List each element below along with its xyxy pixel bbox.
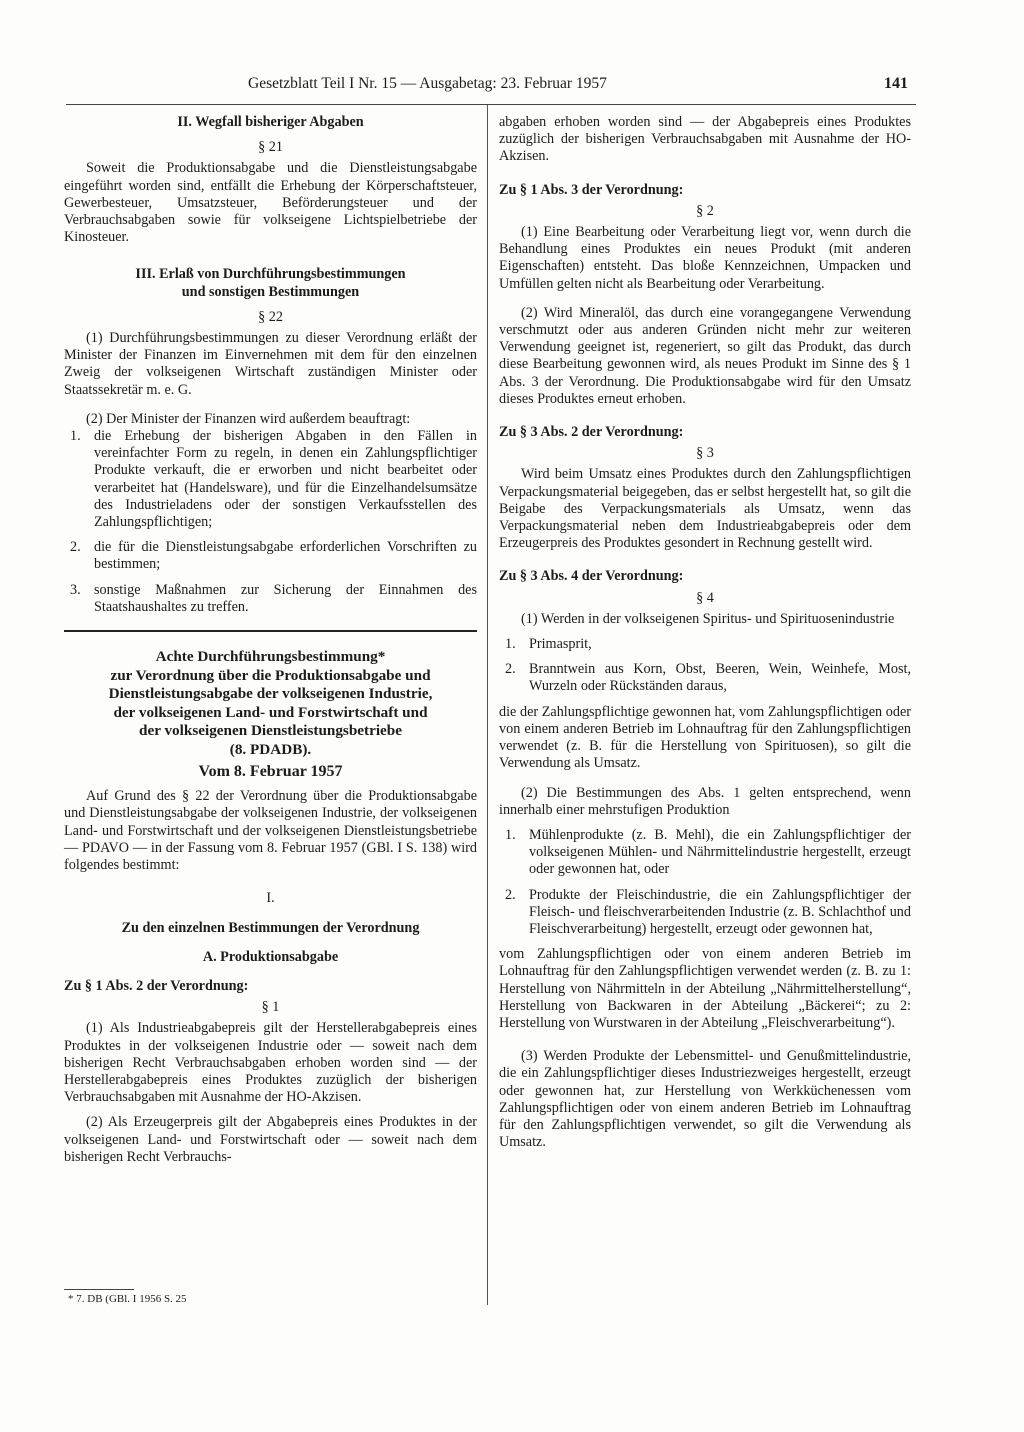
document-date: Vom 8. Februar 1957 <box>198 763 343 781</box>
subsection-heading: A. Produktionsabgabe <box>202 948 339 965</box>
preamble: Auf Grund des § 22 der Verordnung über die Produktionsabgabe und Dienstleistungsabgabe der volkseigenen Industrie, der volkseigenen Land- und Forstwirtschaft und der volkseigenen Dienstleistungsbetriebe — PDAVO — in der Fassung vom 8. Februar 1957 (GBl. I S. 138) wird folgendes bestimmt: <box>64 788 477 874</box>
paragraph-number: § 4 <box>696 589 714 606</box>
paragraph-text: (2) Die Bestimmungen des Abs. 1 gelten entsprechend, wenn innerhalb einer mehrstufigen Produktion <box>499 784 911 818</box>
reference-heading: Zu § 1 Abs. 3 der Verordnung: <box>499 181 684 198</box>
paragraph-text: die der Zahlungspflichtige gewonnen hat, vom Zahlungspflichtigen oder von einem anderen Betrieb im Lohnauftrag für den Zahlungspflichtigen verwendet (z. B. für die Herstellung von Spirituosen), so gilt die Verwendung als Umsatz. <box>499 703 911 772</box>
header-title: Gesetzblatt Teil I Nr. 15 — Ausgabetag: 23. Februar 1957 <box>248 75 607 92</box>
paragraph-text: Soweit die Produktionsabgabe und die Dienstleistungsabgabe eingeführt worden sind, entfällt die Erhebung der Körperschaftsteuer, Gewerbesteuer, Umsatzsteuer, Beförderungsteuer und der Verbrauchsabgaben sowie für volkseigene Lichtspielbetriebe der Kinosteuer. <box>64 160 477 246</box>
paragraph-text: (2) Der Minister der Finanzen wird außerdem beauftragt: <box>86 410 411 427</box>
list-item: 1. die Erhebung der bisherigen Abgaben in den Fällen in vereinfachter Form zu regeln, in denen ein Zahlungspflichtiger Produkte verkauft, die er erworben und nicht bearbeitet oder verarbeitet hat (Handelsware), und für die Einzelhandelsumsätze des Industrieladens oder der sonstigen Verkaufsstellen des Zahlungspflichtigen; <box>70 428 477 531</box>
paragraph-text: (1) Werden in der volkseigenen Spiritus- und Spirituosenindustrie <box>521 610 895 627</box>
paragraph-text: (1) Durchführungsbestimmungen zu dieser Verordnung erläßt der Minister der Finanzen im Einvernehmen mit dem für den einzelnen Zweig der volkseigenen Wirtschaft zuständigen Minister oder Staatssekretär m. e. G. <box>64 330 477 398</box>
paragraph-text: abgaben erhoben worden sind — der Abgabepreis eines Produktes zuzüglich der bisherigen Verbrauchsabgaben mit Ausnahme der HO-Akzisen. <box>499 114 911 165</box>
section-heading: II. Wegfall bisheriger Abgaben <box>177 114 364 130</box>
section-heading: III. Erlaß von Durchführungsbestimmungen <box>135 266 406 283</box>
list-item: 2. die für die Dienstleistungsabgabe erforderlichen Vorschriften zu bestimmen; <box>70 539 477 573</box>
section-heading: und sonstigen Bestimmungen <box>181 283 360 300</box>
reference-heading: Zu § 1 Abs. 2 der Verordnung: <box>64 977 249 994</box>
right-column <box>499 114 911 1151</box>
paragraph-text: (2) Als Erzeugerpreis gilt der Abgabepreis eines Produktes in der volkseigenen Land- und Forstwirtschaft oder — soweit nach dem bisherigen Recht Verbrauchs- <box>64 1114 477 1165</box>
section-rule <box>64 630 477 632</box>
paragraph-text: (2) Wird Mineralöl, das durch eine vorangegangene Verwendung verschmutzt oder aus anderen Gründen nicht mehr zur weiteren Verwendung geeignet ist, regeneriert, so gilt das Produkt, das durch diese Bearbeitung gewonnen wird, als neues Produkt im Sinne des § 1 Abs. 3 der Verordnung. Die Produktionsabgabe wird für den Umsatz dieses Produktes erneut erhoben. <box>499 304 911 407</box>
paragraph-text: (1) Eine Bearbeitung oder Verarbeitung liegt vor, wenn durch die Behandlung eines Produktes ein neues Produkt (mit anderen Eigenschaften) entsteht. Das bloße Kennzeichnen, Umpacken und Umfüllen gelten nicht als Bearbeitung oder Verarbeitung. <box>499 224 911 292</box>
paragraph-number: § 3 <box>696 445 714 462</box>
paragraph-text: Wird beim Umsatz eines Produktes durch den Zahlungspflichtigen Verpackungsmaterial beigegeben, das er selbst hergestellt hat, so gilt die Beigabe des Verpackungsmaterials als Umsatz, wenn das Verpackungsmaterial neben dem Industrieabgabepreis oder dem Erzeugerpreis des Produktes gesondert in Rechnung gestellt wird. <box>499 466 911 552</box>
list-item: 1. Primasprit, <box>505 636 592 653</box>
page-number: 141 <box>884 75 908 92</box>
page-header <box>248 75 908 101</box>
footnote: * 7. DB (GBl. I 1956 S. 25 <box>68 1293 187 1305</box>
list-item: 2. Produkte der Fleischindustrie, die ein Zahlungspflichtiger der Fleisch- und fleischverarbeitenden Industrie (z. B. Schlachthof und Fleischverarbeitung) hergestellt, erzeugt oder gewonnen hat, <box>505 886 911 937</box>
list-item: 3. sonstige Maßnahmen zur Sicherung der Einnahmen des Staatshaushaltes zu treffen. <box>70 581 477 615</box>
list-item: 2. Branntwein aus Korn, Obst, Beeren, Wein, Weinhefe, Most, Wurzeln oder Rückständen daraus, <box>505 661 911 695</box>
part-number: I. <box>266 890 275 907</box>
part-title: Zu den einzelnen Bestimmungen der Verordnung <box>121 919 420 936</box>
reference-heading: Zu § 3 Abs. 4 der Verordnung: <box>499 568 684 585</box>
paragraph-text: vom Zahlungspflichtigen oder von einem anderen Betrieb im Lohnauftrag für den Zahlungspflichtigen verwendet werden (z. B. zu 1: Herstellung von Nährmitteln in der Abteilung „Nährmittelherstellung“, Herstellung von Backwaren in der Abteilung „Bäckerei“; zu 2: Herstellung von Wurstwaren in der Abteilung „Fleischverarbeitung“). <box>499 946 911 1031</box>
footnote-rule <box>64 1289 134 1290</box>
header-rule <box>66 104 916 105</box>
column-divider <box>487 105 488 1305</box>
paragraph-text: (1) Als Industrieabgabepreis gilt der Herstellerabgabepreis eines Produktes in der volkseigenen Industrie oder — soweit nach dem bisherigen Recht Verbrauchsabgaben erhoben worden sind — der Herstellerabgabepreis eines Produktes zuzüglich der bisherigen Verbrauchsabgaben mit Ausnahme der HO-Akzisen. <box>64 1020 477 1106</box>
paragraph-number: § 21 <box>258 139 283 156</box>
paragraph-number: § 2 <box>696 202 714 219</box>
reference-heading: Zu § 3 Abs. 2 der Verordnung: <box>499 424 684 441</box>
paragraph-number: § 22 <box>258 308 283 325</box>
document-title: Achte Durchführungsbestimmung* zur Verordnung über die Produktionsabgabe und Dienstleistungsabgabe der volkseigenen Industrie, der volkseigenen Land- und Forstwirtschaft und der volkseigenen Dienstleistungsbetriebe (8. PDADB). <box>108 648 433 758</box>
list-item: 1. Mühlenprodukte (z. B. Mehl), die ein Zahlungspflichtiger der volkseigenen Mühlen- und Nährmittelindustrie hergestellt, erzeugt oder gewonnen hat, oder <box>505 826 911 878</box>
paragraph-text: (3) Werden Produkte der Lebensmittel- und Genußmittelindustrie, die ein Zahlungspflichtiger dieses Industriezweiges hergestellt, erzeugt oder gewonnen hat, zur Herstellung von Werkküchenessen vom Zahlungspflichtigen oder von einem anderen Betrieb im Lohnauftrag für den Zahlungspflichtigen verwendet, so gilt die Verwendung als Umsatz. <box>499 1048 911 1151</box>
paragraph-number: § 1 <box>261 999 280 1016</box>
left-column <box>64 114 477 1166</box>
